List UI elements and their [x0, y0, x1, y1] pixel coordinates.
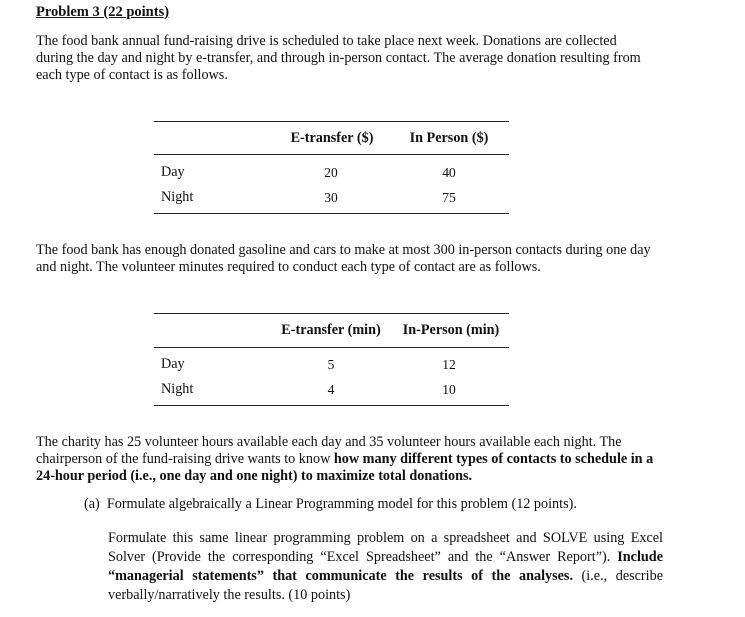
part-a-marker: (a) [84, 496, 100, 512]
row-label-night: Night [161, 381, 194, 397]
part-b [108, 529, 663, 605]
row-label-day: Day [161, 164, 185, 180]
donation-table [154, 121, 509, 214]
minutes-table [154, 313, 509, 406]
part-a [84, 496, 577, 513]
cell-day-etransfer: 20 [324, 165, 338, 180]
cell-night-in-person: 75 [442, 190, 456, 205]
table-rule-bottom [154, 213, 509, 214]
closing-paragraph [36, 434, 656, 485]
part-b-text: Formulate this same linear programming problem on a spreadsheet and SOLVE using Excel Solver (Provide the corresponding “Excel Spreadsheet” and the “Answer Report”). [108, 530, 663, 565]
table-rule-top [154, 313, 509, 314]
column-header-in-person-min: In-Person (min) [402, 322, 500, 338]
row-label-night: Night [161, 189, 194, 205]
table-rule-header [154, 347, 509, 348]
table-rule-top [154, 121, 509, 122]
cell-night-etransfer-min: 4 [327, 382, 335, 397]
part-a-text: Formulate algebraically a Linear Programming model for this problem (12 points). [106, 496, 577, 512]
cell-day-etransfer-min: 5 [327, 357, 335, 372]
part-b-bold: Include “managerial statements” that communicate the results of the analyses. [108, 549, 663, 584]
cell-night-etransfer: 30 [324, 190, 338, 205]
closing-question: how many different types of contacts to schedule in a 24-hour period (i.e., one day and one night) to maximize total donations. [36, 451, 654, 484]
row-label-day: Day [161, 356, 185, 372]
column-header-etransfer: E-transfer ($) [290, 130, 374, 146]
closing-text: The charity has 25 volunteer hours available each day and 35 volunteer hours available each night. The chairperson of the fund-raising drive wants to know [36, 434, 622, 467]
middle-paragraph: The food bank has enough donated gasoline and cars to make at most 300 in-person contacts during one day and night. The volunteer minutes required to conduct each type of contact are as follows. [36, 242, 651, 275]
cell-day-in-person-min: 12 [442, 357, 456, 372]
table-rule-bottom [154, 405, 509, 406]
problem-title: Problem 3 (22 points) [36, 4, 170, 20]
column-header-etransfer-min: E-transfer (min) [281, 322, 381, 338]
column-header-in-person: In Person ($) [409, 130, 489, 146]
table-rule-header [154, 154, 509, 155]
intro-paragraph: The food bank annual fund-raising drive is scheduled to take place next week. Donations are collected during the day and night by e-transfer, and through in-person contact. The average donation resulting from each type of contact is as follows. [36, 33, 641, 83]
part-b-text-end: (i.e., describe verbally/narratively the results. (10 points) [108, 568, 663, 603]
cell-day-in-person: 40 [442, 165, 456, 180]
cell-night-in-person-min: 10 [442, 382, 456, 397]
